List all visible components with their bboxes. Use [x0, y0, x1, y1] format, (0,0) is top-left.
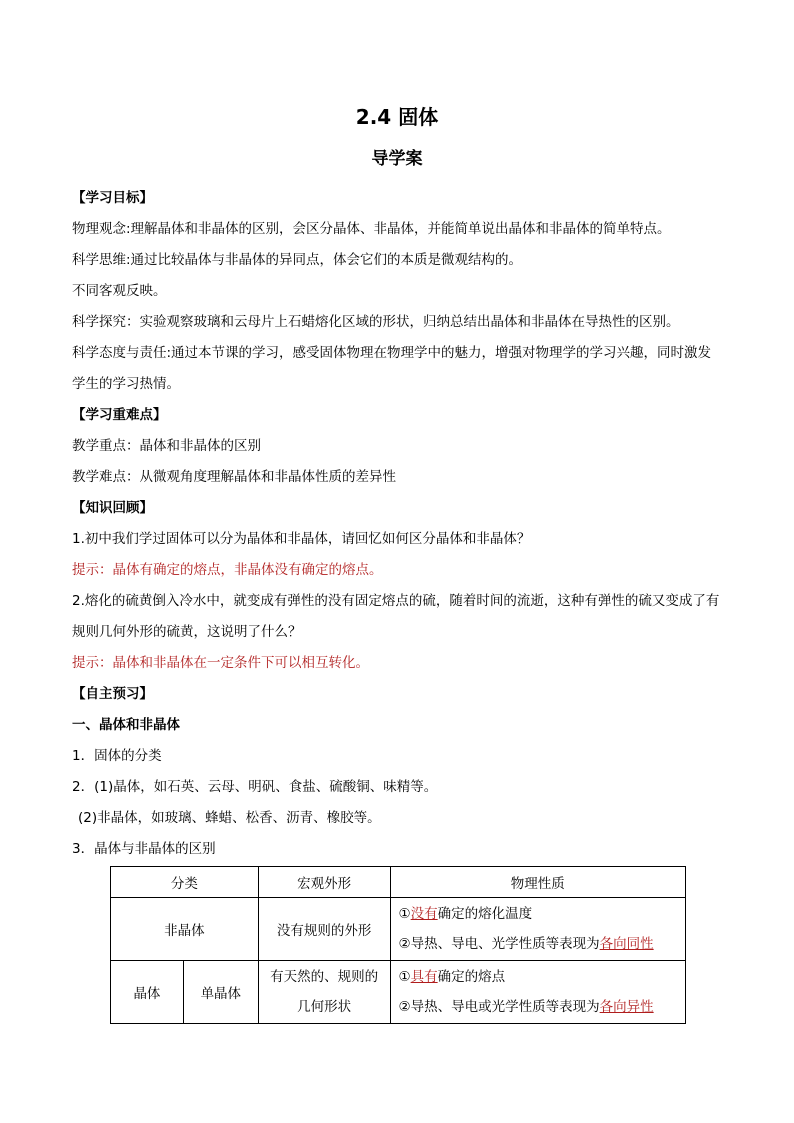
goal-line: 科学探究：实验观察玻璃和云母片上石蜡熔化区域的形状，归纳总结出晶体和非晶体在导热性的区别。	[72, 314, 680, 330]
property-text: ②导热、导电或光学性质等表现为	[398, 999, 600, 1015]
table-row	[111, 961, 686, 1024]
property-line	[399, 992, 681, 1022]
circled-number: ①	[398, 969, 411, 985]
list-item: 3．晶体与非晶体的区别	[72, 841, 216, 857]
property-text: ②导热、导电、光学性质等表现为	[398, 936, 600, 952]
property-line	[399, 929, 681, 959]
document-body	[72, 183, 722, 865]
goal-line: 物理观念:理解晶体和非晶体的区别，会区分晶体、非晶体，并能简单说出晶体和非晶体的简单特点。	[72, 221, 671, 237]
review-hint-1: 提示：晶体有确定的熔点，非晶体没有确定的熔点。	[72, 562, 383, 578]
table-cell	[390, 898, 685, 961]
list-item: (2)非晶体，如玻璃、蜂蜡、松香、沥青、橡胶等。	[78, 810, 381, 826]
table-header-cell: 分类	[111, 867, 259, 898]
goal-line: 科学思维:通过比较晶体与非晶体的异同点，体会它们的本质是微观结构的。	[72, 252, 523, 268]
review-hint-2: 提示：晶体和非晶体在一定条件下可以相互转化。	[72, 655, 369, 671]
property-line	[399, 899, 681, 929]
table-header-row	[111, 867, 686, 898]
answer-text: 没有	[410, 906, 438, 922]
circled-number: ①	[398, 906, 411, 922]
property-line	[399, 962, 681, 992]
shape-line: 有天然的、规则的	[270, 969, 379, 985]
key-point-line: 教学重点：晶体和非晶体的区别	[72, 438, 261, 454]
answer-text: 各向异性	[599, 999, 654, 1015]
table-header-cell: 宏观外形	[258, 867, 390, 898]
review-question-2: 2.熔化的硫黄倒入冷水中，就变成有弹性的没有固定熔点的硫，随着时间的流逝，这种有弹性的硫又变成了有规则几何外形的硫黄，这说明了什么？	[72, 593, 720, 640]
page-subtitle: 导学案	[371, 149, 423, 169]
goal-line: 科学态度与责任:通过本节课的学习，感受固体物理在物理学中的魅力，增强对物理学的学习兴趣，同时激发学生的学习热情。	[72, 345, 712, 392]
comparison-table	[110, 866, 686, 1024]
section-heading-goals: 【学习目标】	[72, 190, 153, 206]
table-cell	[258, 961, 390, 1024]
subsection-heading: 一、晶体和非晶体	[72, 717, 180, 733]
answer-text: 具有	[410, 969, 438, 985]
property-text: 确定的熔点	[437, 969, 506, 985]
table-row	[111, 898, 686, 961]
review-question-1: 1.初中我们学过固体可以分为晶体和非晶体，请回忆如何区分晶体和非晶体？	[72, 531, 531, 547]
shape-line: 几何形状	[297, 999, 352, 1015]
section-heading-key-points: 【学习重难点】	[72, 407, 167, 423]
table-cell: 晶体	[111, 961, 184, 1024]
table-cell: 非晶体	[111, 898, 259, 961]
section-heading-preview: 【自主预习】	[72, 686, 153, 702]
key-point-line: 教学难点：从微观角度理解晶体和非晶体性质的差异性	[72, 469, 396, 485]
list-item: 1．固体的分类	[72, 748, 162, 764]
page-title: 2.4 固体	[355, 105, 439, 129]
table-cell	[390, 961, 685, 1024]
section-heading-review: 【知识回顾】	[72, 500, 153, 516]
table-header-cell: 物理性质	[390, 867, 685, 898]
table-cell: 没有规则的外形	[258, 898, 390, 961]
property-text: 确定的熔化温度	[437, 906, 533, 922]
table-cell: 单晶体	[183, 961, 258, 1024]
answer-text: 各向同性	[599, 936, 654, 952]
goal-line: 不同客观反映。	[72, 283, 167, 299]
list-item: 2．(1)晶体，如石英、云母、明矾、食盐、硫酸铜、味精等。	[72, 779, 438, 795]
